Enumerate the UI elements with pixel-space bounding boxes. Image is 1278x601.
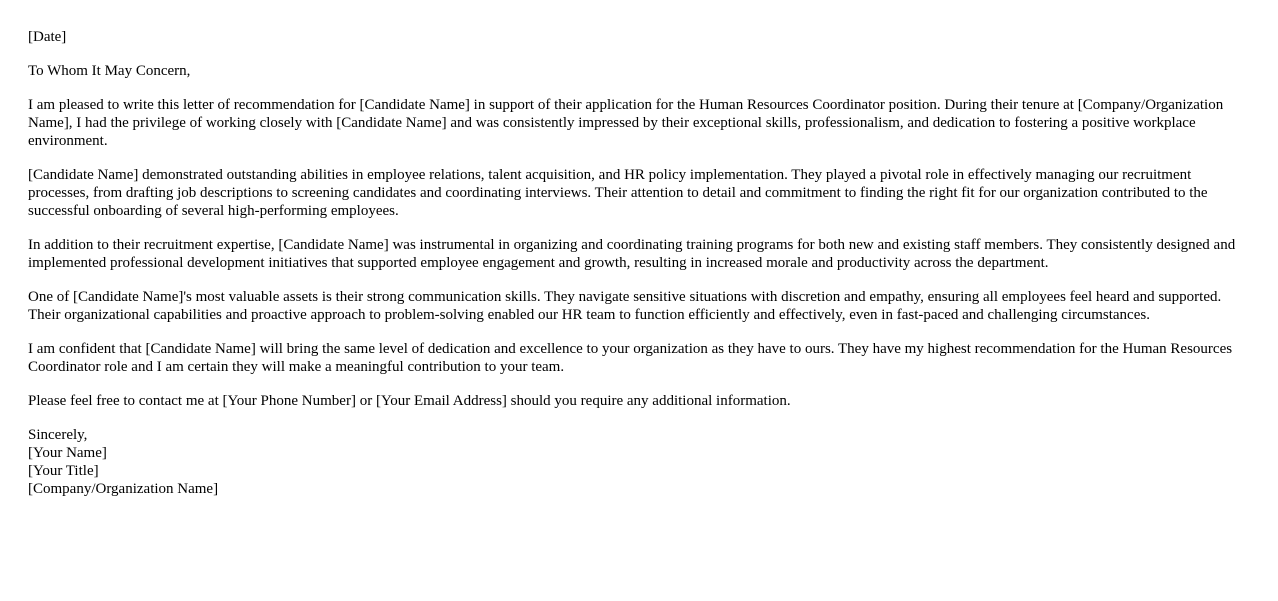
letter-paragraph-confidence: I am confident that [Candidate Name] will bring the same level of dedication and excellence to your organization as they have to ours. They have my highest recommendation for the Human Resources Coordinator role and I am certain they will make a meaningful contribution to your team. — [28, 341, 1233, 375]
letter-paragraph-contact: Please feel free to contact me at [Your Phone Number] or [Your Email Address] should you require any additional information. — [28, 393, 791, 409]
letter-paragraph-abilities: [Candidate Name] demonstrated outstanding abilities in employee relations, talent acquisition, and HR policy implementation. They played a pivotal role in effectively managing our recruitment processes, from drafting job descriptions to screening candidates and coordinating interviews. Their attention to detail and commitment to finding the right fit for our organization contributed to the successful onboarding of several high-performing employees. — [28, 167, 1208, 219]
recommendation-letter — [28, 28, 1250, 498]
letter-salutation: To Whom It May Concern, — [28, 63, 191, 79]
signature-company: [Company/Organization Name] — [28, 481, 219, 497]
letter-closing: Sincerely, — [28, 427, 88, 443]
letter-signature-block — [28, 426, 1250, 498]
signature-title: [Your Title] — [28, 463, 99, 479]
letter-paragraph-intro: I am pleased to write this letter of recommendation for [Candidate Name] in support of their application for the Human Resources Coordinator position. During their tenure at [Company/Organization Name], I had the privilege of working closely with [Candidate Name] and was consistently impressed by their exceptional skills, professionalism, and dedication to fostering a positive workplace environment. — [28, 97, 1224, 149]
letter-paragraph-training: In addition to their recruitment expertise, [Candidate Name] was instrumental in organizing and coordinating training programs for both new and existing staff members. They consistently designed and implemented professional development initiatives that supported employee engagement and growth, resulting in increased morale and productivity across the department. — [28, 237, 1236, 271]
signature-name: [Your Name] — [28, 445, 107, 461]
letter-date: [Date] — [28, 29, 67, 45]
letter-paragraph-communication: One of [Candidate Name]'s most valuable assets is their strong communication skills. They navigate sensitive situations with discretion and empathy, ensuring all employees feel heard and supported. Their organizational capabilities and proactive approach to problem-solving enabled our HR team to function efficiently and effectively, even in fast-paced and challenging circumstances. — [28, 289, 1222, 323]
